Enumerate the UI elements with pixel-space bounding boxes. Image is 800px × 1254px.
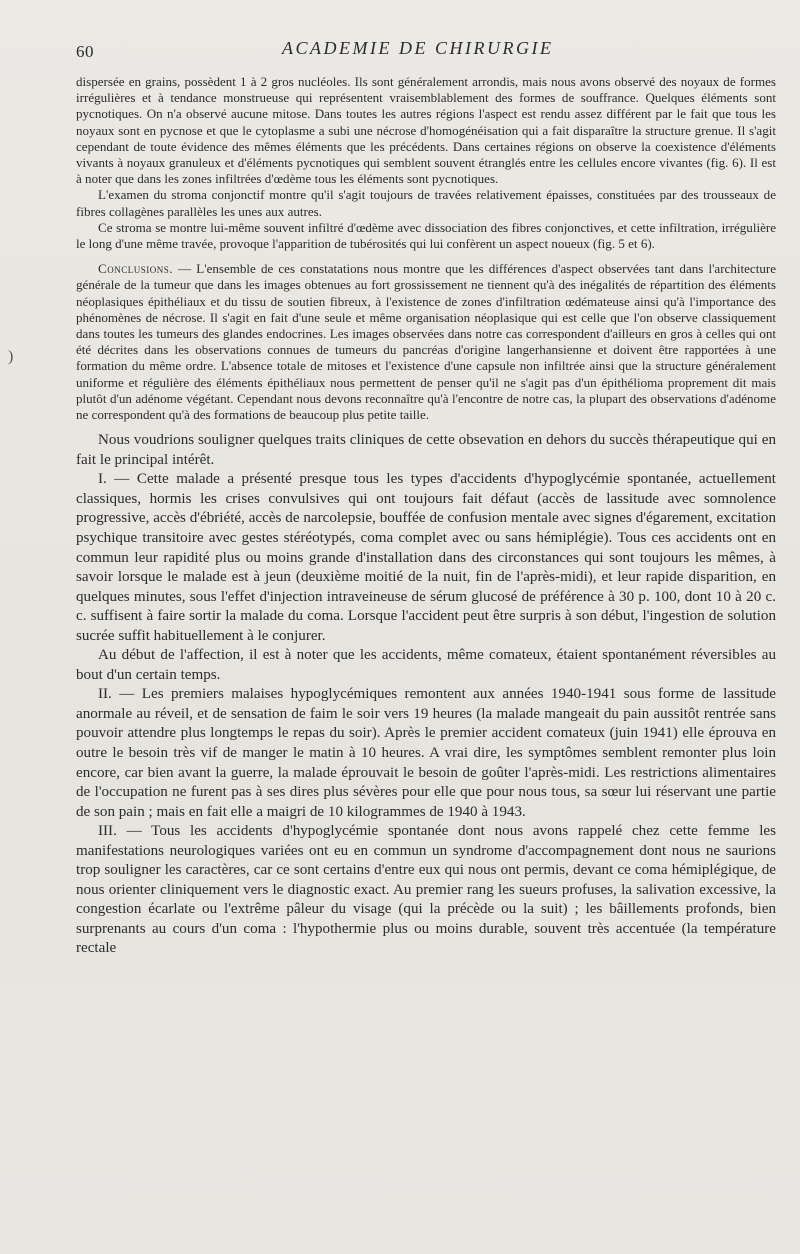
paragraph: dispersée en grains, possèdent 1 à 2 gros nucléoles. Ils sont généralement arrondis, mais nous avons observé des noyaux de formes irrégulières et à tendance monstrueuse qui représentent vraisemblablement des formes de souffrance. Quelques éléments sont pycnotiques. On n'a observé aucune mitose. Dans toutes les autres régions l'aspect est rendu assez différent par le fait que tous les noyaux sont en pycnose et que le cytoplasme a subi une nécrose d'homogénéisation qui a fait disparaître la structure grenue. Il s'agit cependant de toute évidence des mêmes éléments que les précédents. Dans certaines régions on observe la coexistence d'éléments vivants à noyaux granuleux et d'éléments pycnotiques qui semblent souvent étranglés entre les cellules encore vivantes (fig. 6). Il est à noter que dans les zones infiltrées d'œdème tous les éléments sont pycnotiques. xyxy=(76,74,776,187)
conclusions-paragraph xyxy=(76,261,776,423)
clinical-section xyxy=(76,431,776,959)
histology-section xyxy=(76,74,776,423)
conclusions-text: — L'ensemble de ces constatations nous montre que les différences d'aspect observées tant dans l'architecture générale de la tumeur que dans les images obtenues au fort grossissement ne tiennent qu'à des inégalités de répartition des éléments néoplasiques épithéliaux et du tissu de soutien fibreux, à l'existence de zones d'infiltration œdémateuse ainsi qu'à l'importance des phénomènes de nécrose. Il s'agit en fait d'une seule et même organisation néoplasique qui est celle que l'on observe classiquement dans toutes les tumeurs des glandes endocrines. Les images observées dans notre cas correspondent d'ailleurs en gros à celles qui ont été décrites dans les observations connues de tumeurs du pancréas d'origine langerhansienne et doivent être rapportées à une formation du même ordre. L'absence totale de mitoses et l'existence d'une capsule non infiltrée ainsi que la structure généralement uniforme et régulière des éléments épithéliaux nous permettent de penser qu'il ne s'agit pas d'un épithélioma proprement dit mais plutôt d'un adénome végétant. Cependant nous devons reconnaître qu'à l'encontre de notre cas, la plupart des observations d'adénome ne correspondent qu'à des formations de beaucoup plus petite taille. xyxy=(76,261,776,423)
running-title: ACADEMIE DE CHIRURGIE xyxy=(282,38,554,58)
paragraph: I. — Cette malade a présenté presque tous les types d'accidents d'hypoglycémie spontanée, actuellement classiques, hormis les crises convulsives qui ont toujours fait défaut (accès de lassitude avec somnolence progressive, accès d'ébriété, accès de narcolepsie, bouffée de confusion mentale avec signes d'égarement, excitation psychique transitoire avec gestes stéréotypés, coma complet avec ou sans hémiplégie). Tous ces accidents ont en commun leur rapidité plus ou moins grande d'installation dans des circonstances qui sont toujours les mêmes, à savoir lorsque le malade est à jeun (deuxième moitié de la nuit, fin de l'après-midi), et leur rapide disparition, en quelques minutes, sous l'effet d'injection intraveineuse de sérum glucosé de préférence à 30 p. 100, dont 10 à 20 c. c. suffisent à faire sortir la malade du coma. Lorsque l'accident peut être surpris à son début, l'ingestion de solution sucrée suffit habituellement à le conjurer. xyxy=(76,471,776,644)
page-number: 60 xyxy=(76,42,94,61)
paragraph: Au début de l'affection, il est à noter que les accidents, même comateux, étaient spontanément réversibles au bout d'un certain temps. xyxy=(76,647,776,683)
page-header xyxy=(76,38,776,68)
paragraph: L'examen du stroma conjonctif montre qu'il s'agit toujours de travées relativement épaisses, constituées par des trousseaux de fibres collagènes parallèles les unes aux autres. xyxy=(76,187,776,219)
conclusions-label: Conclusions. xyxy=(98,261,173,277)
paragraph: II. — Les premiers malaises hypoglycémiques remontent aux années 1940-1941 sous forme de lassitude anormale au réveil, et de sensation de faim le soir vers 19 heures (la malade mangeait du pain aussitôt rentrée sans pouvoir attendre plus longtemps le repas du soir). Après le premier accident comateux (juin 1941) elle éprouva en outre le besoin très vif de manger le matin à 10 heures. A vrai dire, les symptômes semblent remonter plus loin encore, car bien avant la guerre, la malade éprouvait le besoin de goûter l'après-midi. Les restrictions alimentaires de l'occupation ne furent pas à ses dires plus sévères pour elle que pour nous tous, sa sœur lui réservant une partie de son pain ; mais en fait elle a maigri de 10 kilogrammes de 1940 à 1943. xyxy=(76,686,776,820)
paragraph: III. — Tous les accidents d'hypoglycémie spontanée dont nous avons rappelé chez cette femme les manifestations neurologiques variées ont eu en commun un syndrome d'accompagnement dont nous ne saurions trop souligner les caractères, car ce sont certains d'entre eux qui nous ont permis, devant ce coma hémiplégique, de nous orienter cliniquement vers le diagnostic exact. Au premier rang les sueurs profuses, la salivation excessive, la congestion écarlate ou l'extrême pâleur du visage (qui la précède ou la suit) ; les bâillements profonds, bien surprenants au cours d'un coma : l'hypothermie plus ou moins durable, souvent très accentuée (la température rectale xyxy=(76,823,776,957)
paragraph: Ce stroma se montre lui-même souvent infiltré d'œdème avec dissociation des fibres conjonctives, et cette infiltration, irrégulière le long d'une même travée, provoque l'apparition de tubérosités qui lui confèrent un aspect noueux (fig. 5 et 6). xyxy=(76,219,776,252)
paragraph: Nous voudrions souligner quelques traits cliniques de cette obsevation en dehors du succès thérapeutique qui en fait le principal intérêt. xyxy=(76,432,776,468)
margin-bracket-mark: ) xyxy=(8,348,14,365)
